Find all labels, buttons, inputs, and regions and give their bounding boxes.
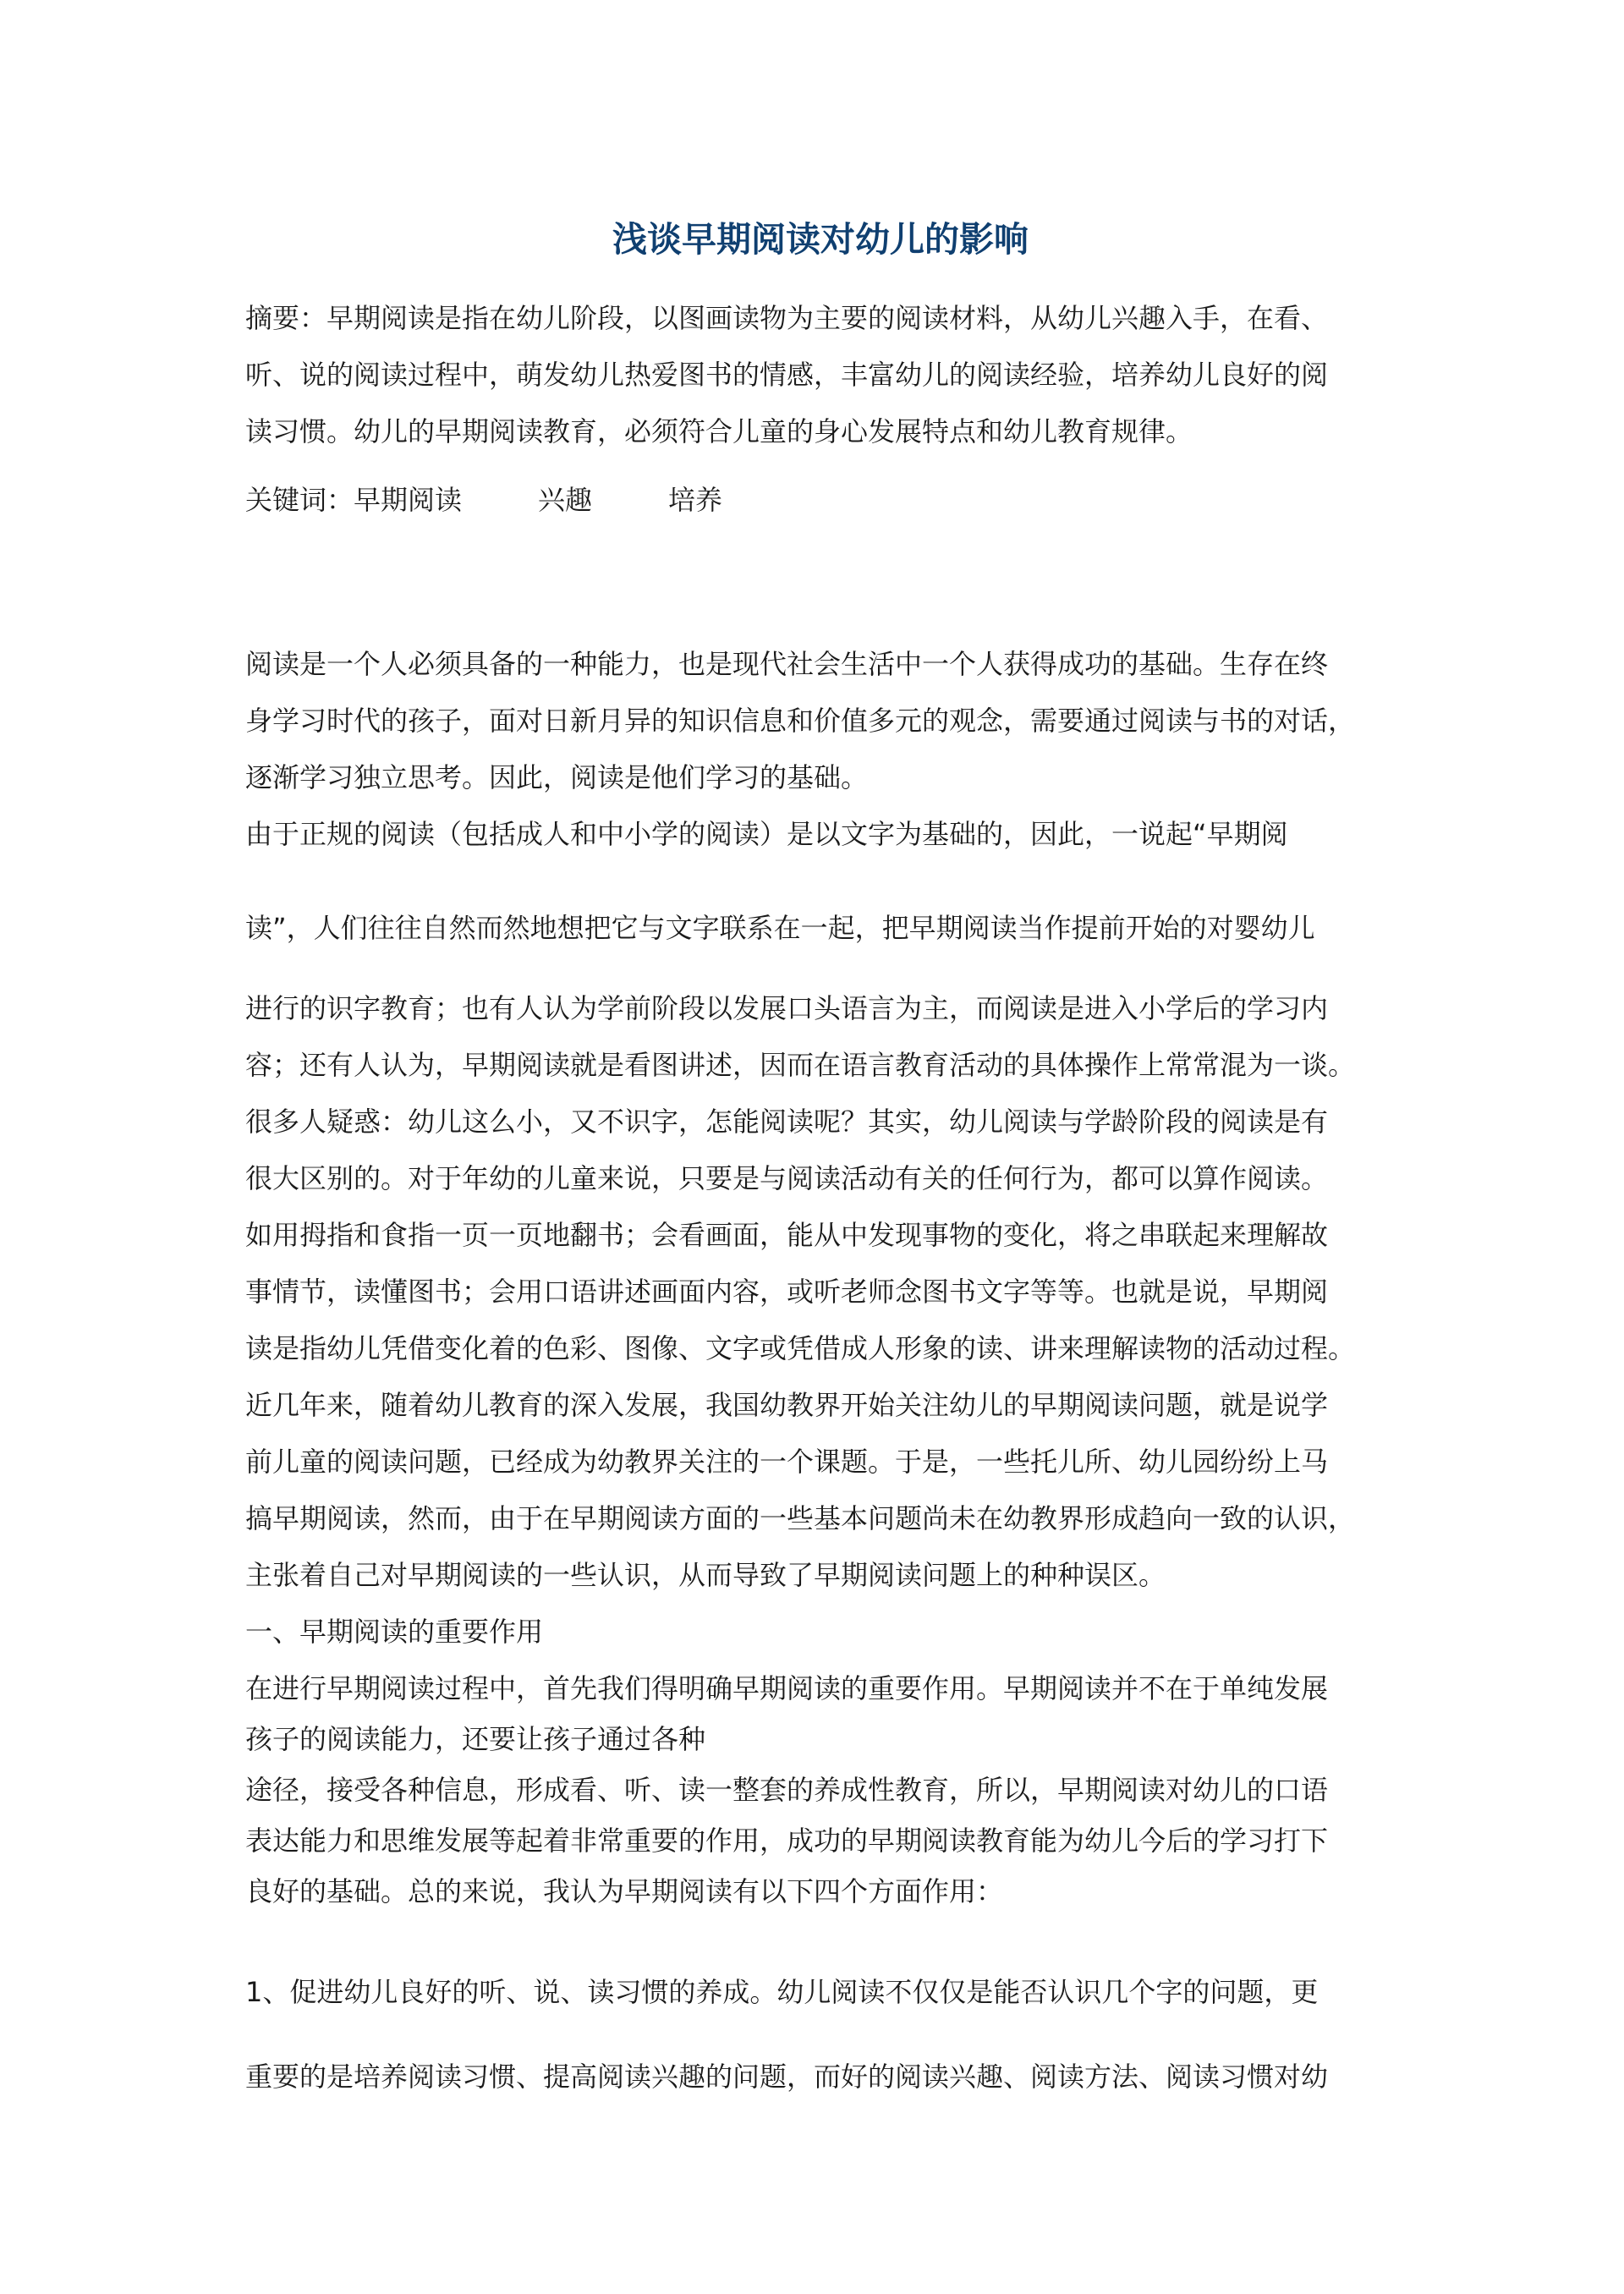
keywords-label: 关键词： (245, 484, 354, 516)
body-line: 良好的基础。总的来说，我认为早期阅读有以下四个方面作用： (245, 1875, 1004, 1907)
document-title: 浅谈早期阅读对幼儿的影响 (612, 219, 1029, 260)
body-line: 近几年来，随着幼儿教育的深入发展，我国幼教界开始关注幼儿的早期阅读问题，就是说学 (245, 1389, 1329, 1421)
body-line: 表达能力和思维发展等起着非常重要的作用，成功的早期阅读教育能为幼儿今后的学习打下 (245, 1825, 1329, 1857)
body-line: 重要的是培养阅读习惯、提高阅读兴趣的问题，而好的阅读兴趣、阅读方法、阅读习惯对幼 (245, 2061, 1329, 2093)
body-line: 很大区别的。对于年幼的儿童来说，只要是与阅读活动有关的任何行为，都可以算作阅读。 (245, 1162, 1329, 1194)
body-line: 在进行早期阅读过程中，首先我们得明确早期阅读的重要作用。早期阅读并不在于单纯发展 (245, 1672, 1329, 1704)
body-line: 孩子的阅读能力，还要让孩子通过各种 (245, 1723, 706, 1755)
body-line: 1、促进幼儿良好的听、说、读习惯的养成。幼儿阅读不仅仅是能否认识几个字的问题，更 (245, 1976, 1319, 2008)
body-line: 身学习时代的孩子，面对日新月异的知识信息和价值多元的观念，需要通过阅读与书的对话， (245, 705, 1356, 737)
abstract-line: 听、说的阅读过程中，萌发幼儿热爱图书的情感，丰富幼儿的阅读经验，培养幼儿良好的阅 (245, 359, 1329, 391)
section-heading: 一、早期阅读的重要作用 (245, 1616, 544, 1648)
body-line: 很多人疑惑：幼儿这么小，又不识字，怎能阅读呢？其实，幼儿阅读与学龄阶段的阅读是有 (245, 1106, 1329, 1138)
body-line: 读是指幼儿凭借变化着的色彩、图像、文字或凭借成人形象的读、讲来理解读物的活动过程。 (245, 1332, 1356, 1364)
body-line: 由于正规的阅读（包括成人和中小学的阅读）是以文字为基础的，因此，一说起“早期阅 (245, 818, 1288, 850)
body-line: 逐渐学习独立思考。因此，阅读是他们学习的基础。 (245, 761, 869, 793)
keyword: 兴趣 (538, 484, 593, 516)
body-line: 主张着自己对早期阅读的一些认识，从而导致了早期阅读问题上的种种误区。 (245, 1559, 1166, 1591)
body-line: 如用拇指和食指一页一页地翻书；会看画面，能从中发现事物的变化，将之串联起来理解故 (245, 1219, 1329, 1251)
body-line: 进行的识字教育；也有人认为学前阶段以发展口头语言为主，而阅读是进入小学后的学习内 (245, 992, 1329, 1024)
keyword: 培养 (668, 484, 723, 516)
body-line: 读”，人们往往自然而然地想把它与文字联系在一起，把早期阅读当作提前开始的对婴幼儿 (245, 912, 1315, 944)
abstract-line: 摘要：早期阅读是指在幼儿阶段，以图画读物为主要的阅读材料，从幼儿兴趣入手，在看、 (245, 302, 1329, 334)
body-line: 前儿童的阅读问题，已经成为幼教界关注的一个课题。于是，一些托儿所、幼儿园纷纷上马 (245, 1446, 1329, 1478)
abstract-line: 读习惯。幼儿的早期阅读教育，必须符合儿童的身心发展特点和幼儿教育规律。 (245, 415, 1193, 447)
body-line: 阅读是一个人必须具备的一种能力，也是现代社会生活中一个人获得成功的基础。生存在终 (245, 648, 1329, 680)
keyword: 早期阅读 (354, 484, 463, 516)
body-line: 途径，接受各种信息，形成看、听、读一整套的养成性教育，所以，早期阅读对幼儿的口语 (245, 1774, 1329, 1806)
body-line: 容；还有人认为，早期阅读就是看图讲述，因而在语言教育活动的具体操作上常常混为一谈。 (245, 1049, 1356, 1081)
body-line: 事情节，读懂图书；会用口语讲述画面内容，或听老师念图书文字等等。也就是说，早期阅 (245, 1276, 1329, 1308)
body-line: 搞早期阅读，然而，由于在早期阅读方面的一些基本问题尚未在幼教界形成趋向一致的认识， (245, 1502, 1356, 1534)
